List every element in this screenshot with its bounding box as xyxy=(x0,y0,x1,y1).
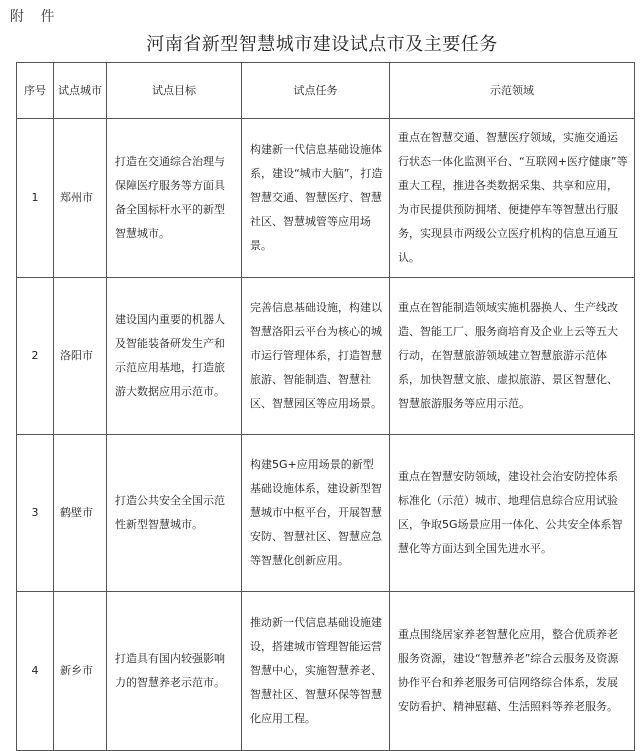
cell-domain: 重点在智慧安防领域，建设社会治安防控体系标准化（示范）城市、地理信息综合应用试验区，争取5G场景应用一体化、公共安全体系智慧化等方面达到全国先进水平。 xyxy=(390,435,635,592)
table-row xyxy=(17,592,635,751)
column-header-no: 序号 xyxy=(17,63,54,119)
column-header-domain: 示范领域 xyxy=(390,63,635,119)
table-row xyxy=(17,119,635,278)
cell-city: 洛阳市 xyxy=(54,278,107,435)
cell-domain: 重点在智慧交通、智慧医疗领域，实施交通运行状态一体化监测平台、“互联网+医疗健康”等重大工程，推进各类数据采集、共享和应用，为市民提供预防拥堵、便捷停车等智慧出行服务，实现县市两级公立医疗机构的信息互通互认。 xyxy=(390,119,635,278)
cell-goal: 打造公共安全全国示范性新型智慧城市。 xyxy=(107,435,242,592)
column-header-task: 试点任务 xyxy=(242,63,390,119)
cell-no: 1 xyxy=(17,119,54,278)
table-header-row xyxy=(17,63,635,119)
cell-no: 2 xyxy=(17,278,54,435)
cell-task: 构建5G+应用场景的新型基础设施体系，建设新型智慧城市中枢平台，开展智慧安防、智慧社区、智慧应急等智慧化创新应用。 xyxy=(242,435,390,592)
cell-domain: 重点围绕居家养老智慧化应用，整合优质养老服务资源，建设“智慧养老”综合云服务及资源协作平台和养老服务可信网络综合体系，发展安防看护、精神慰藉、生活照料等养老服务。 xyxy=(390,592,635,751)
cell-city: 鹤壁市 xyxy=(54,435,107,592)
cell-goal: 建设国内重要的机器人及智能装备研发生产和示范应用基地，打造旅游大数据应用示范市。 xyxy=(107,278,242,435)
cell-goal: 打造在交通综合治理与保障医疗服务等方面具备全国标杆水平的新型智慧城市。 xyxy=(107,119,242,278)
column-header-goal: 试点目标 xyxy=(107,63,242,119)
attachment-label: 附 件 xyxy=(10,9,61,25)
cell-no: 4 xyxy=(17,592,54,751)
document-title: 河南省新型智慧城市建设试点市及主要任务 xyxy=(146,34,498,55)
cell-goal: 打造具有国内较强影响力的智慧养老示范市。 xyxy=(107,592,242,751)
cell-domain: 重点在智能制造领域实施机器换人、生产线改造、智能工厂、服务商培育及企业上云等五大行动，在智慧旅游领域建立智慧旅游示范体系，加快智慧文旅、虚拟旅游、景区智慧化、智慧旅游服务等应用示范。 xyxy=(390,278,635,435)
cell-city: 新乡市 xyxy=(54,592,107,751)
table-row xyxy=(17,435,635,592)
column-header-city: 试点城市 xyxy=(54,63,107,119)
cell-city: 郑州市 xyxy=(54,119,107,278)
cell-task: 完善信息基础设施，构建以智慧洛阳云平台为核心的城市运行管理体系，打造智慧旅游、智能制造、智慧社区、智慧园区等应用场景。 xyxy=(242,278,390,435)
table-row xyxy=(17,278,635,435)
cell-task: 构建新一代信息基础设施体系，建设“城市大脑”，打造智慧交通、智慧医疗、智慧社区、智慧城管等应用场景。 xyxy=(242,119,390,278)
cell-no: 3 xyxy=(17,435,54,592)
cell-task: 推动新一代信息基础设施建设，搭建城市管理智能运营智慧中心，实施智慧养老、智慧社区、智慧环保等智慧化应用工程。 xyxy=(242,592,390,751)
pilot-city-table xyxy=(16,62,635,751)
